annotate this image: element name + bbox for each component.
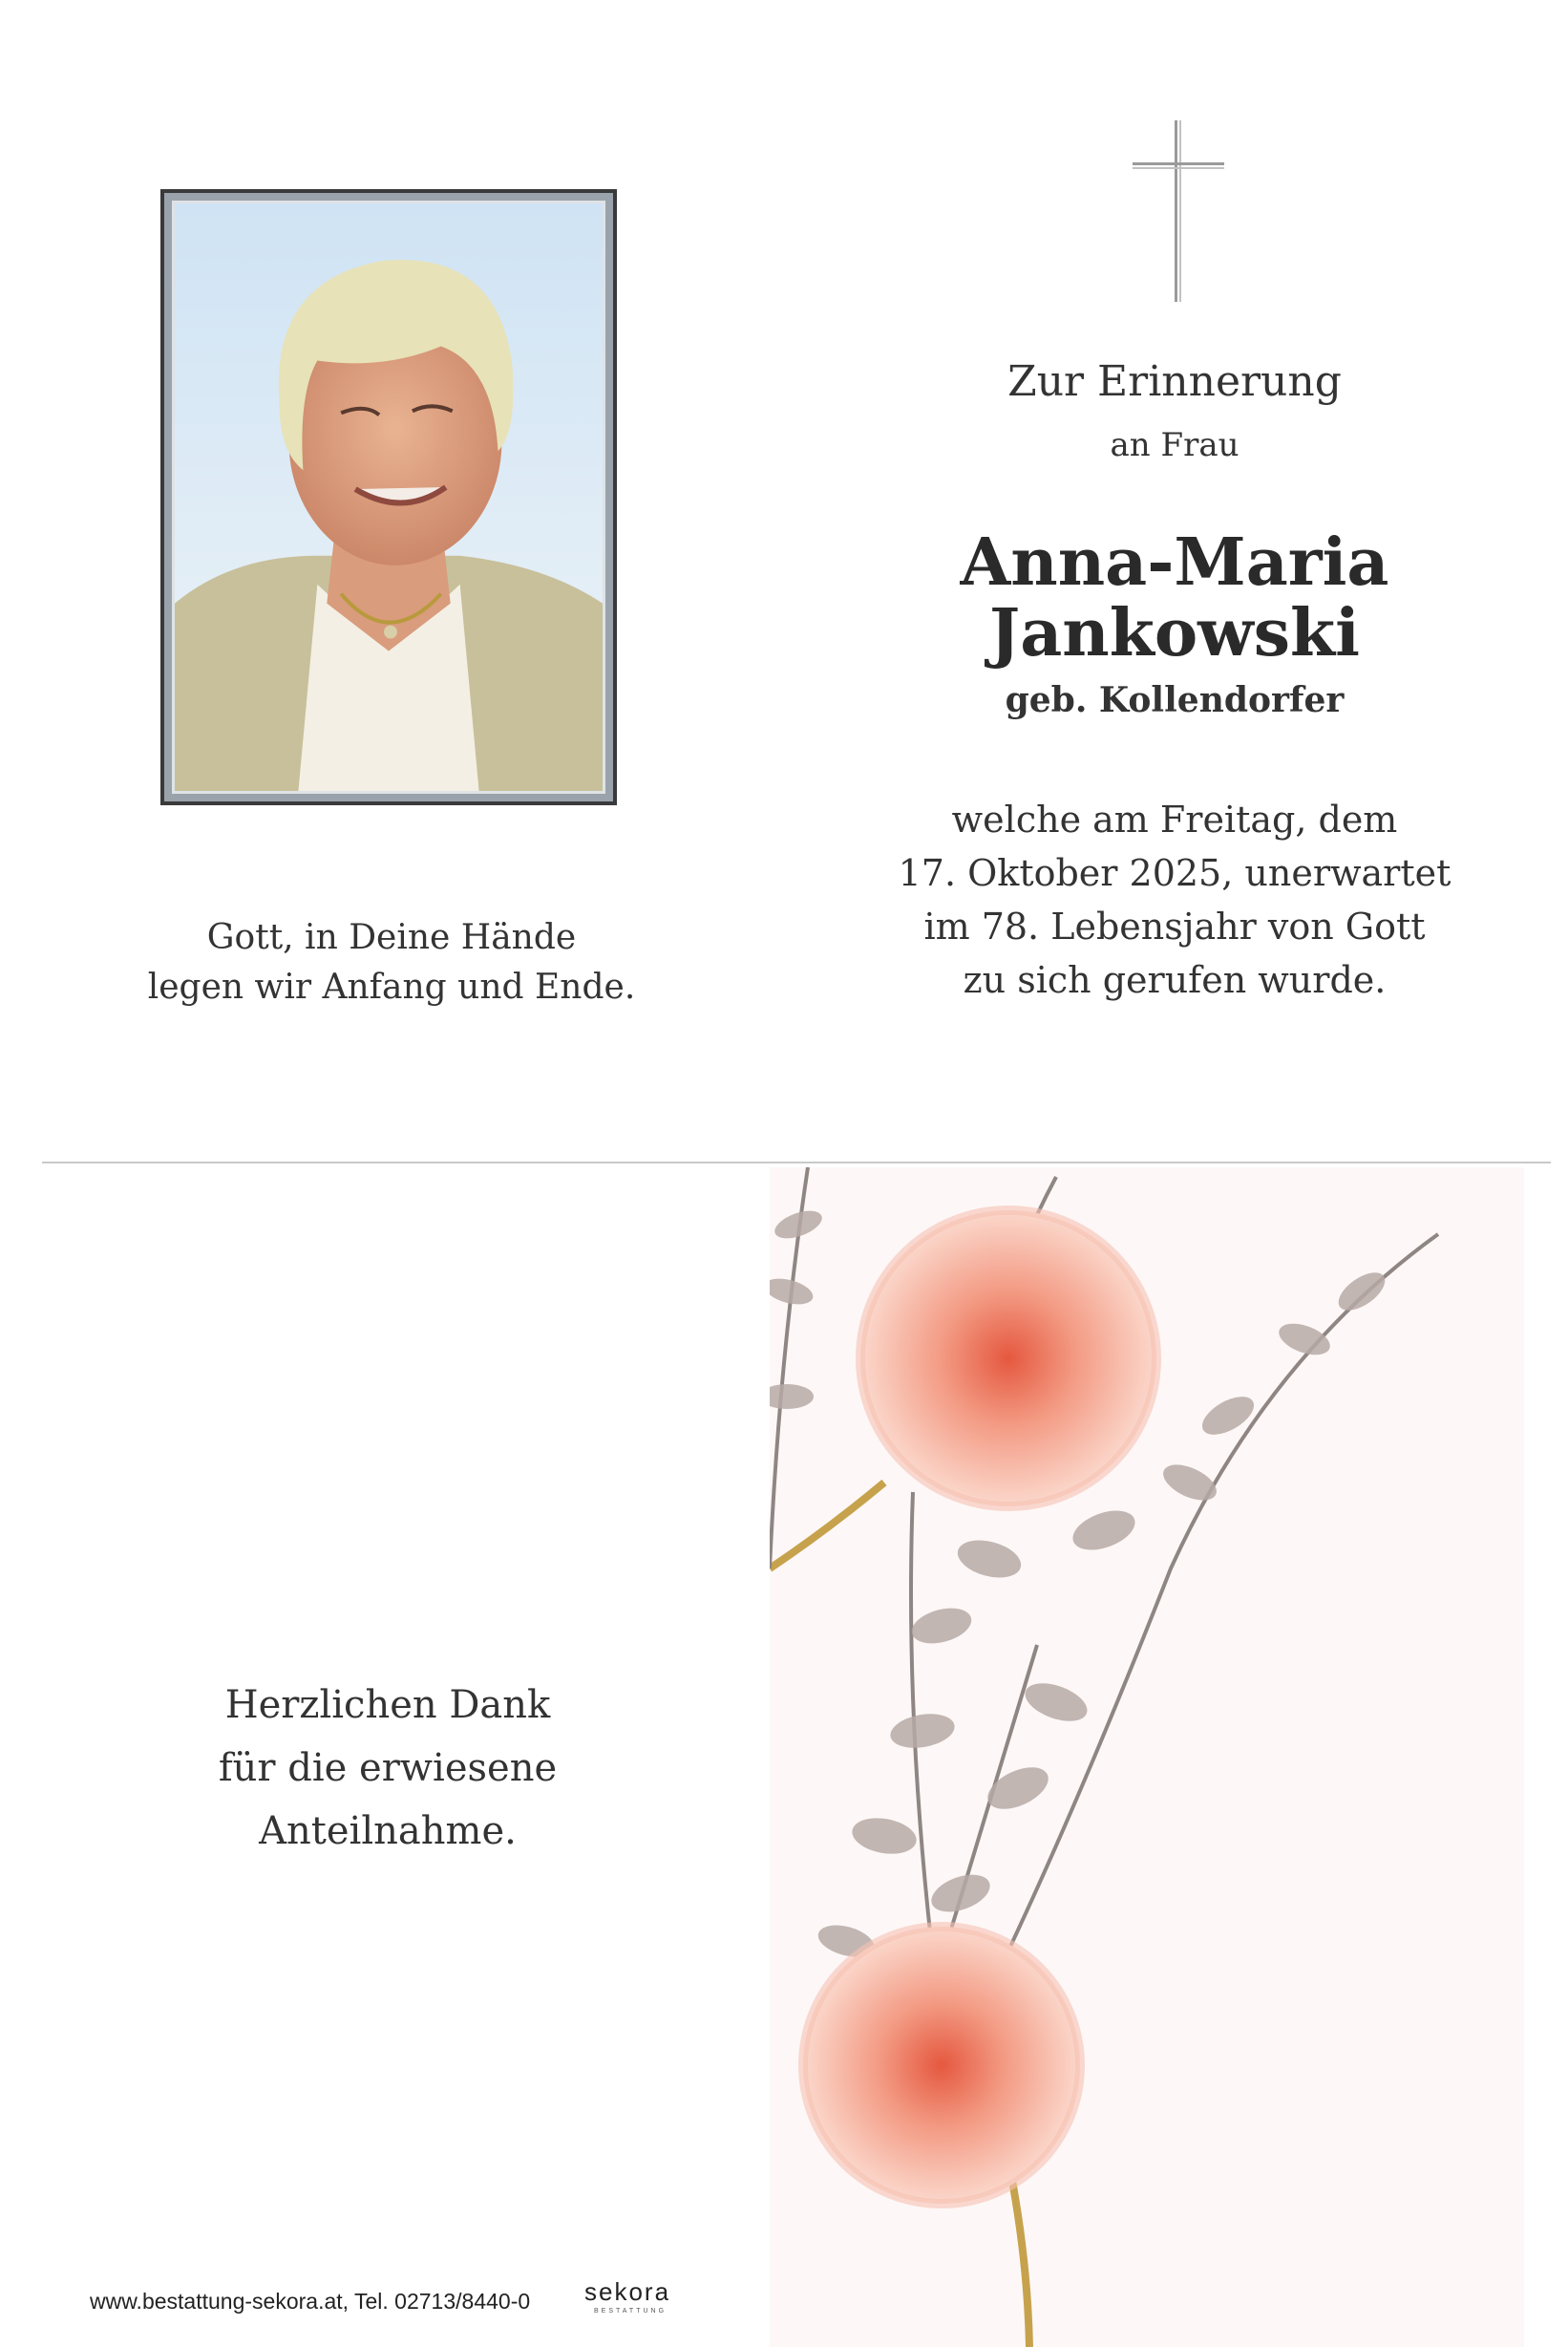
death-line: zu sich gerufen wurde. <box>963 959 1387 1001</box>
funeral-home-contact: www.bestattung-sekora.at, Tel. 02713/8440-0 <box>90 2289 531 2314</box>
deceased-name <box>859 524 1490 672</box>
maiden-name: geb. Kollendorfer <box>1005 680 1345 720</box>
memorial-salutation: an Frau <box>1110 426 1240 464</box>
deceased-surname: Jankowski <box>989 595 1360 672</box>
floral-decoration <box>770 1167 1524 2347</box>
death-line: 17. Oktober 2025, unerwartet <box>898 852 1451 894</box>
funeral-home-logo-sub: BESTATTUNG <box>594 2308 667 2315</box>
thanks-line: Herzlichen Dank <box>224 1683 551 1727</box>
funeral-home-logo: sekora <box>584 2277 671 2306</box>
death-notice <box>859 793 1490 1007</box>
deceased-first-name: Anna-Maria <box>960 524 1389 601</box>
death-line: welche am Freitag, dem <box>951 799 1398 841</box>
cross-icon <box>1133 120 1224 302</box>
motto-line: Gott, in Deine Hände <box>206 918 577 957</box>
death-line: im 78. Lebensjahr von Gott <box>923 906 1426 948</box>
fold-divider <box>42 1162 1551 1163</box>
memorial-heading: Zur Erinnerung <box>1007 357 1342 406</box>
portrait-frame <box>160 189 617 805</box>
motto-line: legen wir Anfang und Ende. <box>147 968 636 1007</box>
thanks-text <box>92 1674 684 1863</box>
motto <box>95 913 688 1013</box>
portrait-photo <box>172 201 605 794</box>
thanks-line: Anteilnahme. <box>259 1809 517 1853</box>
thanks-line: für die erwiesene <box>218 1746 558 1790</box>
